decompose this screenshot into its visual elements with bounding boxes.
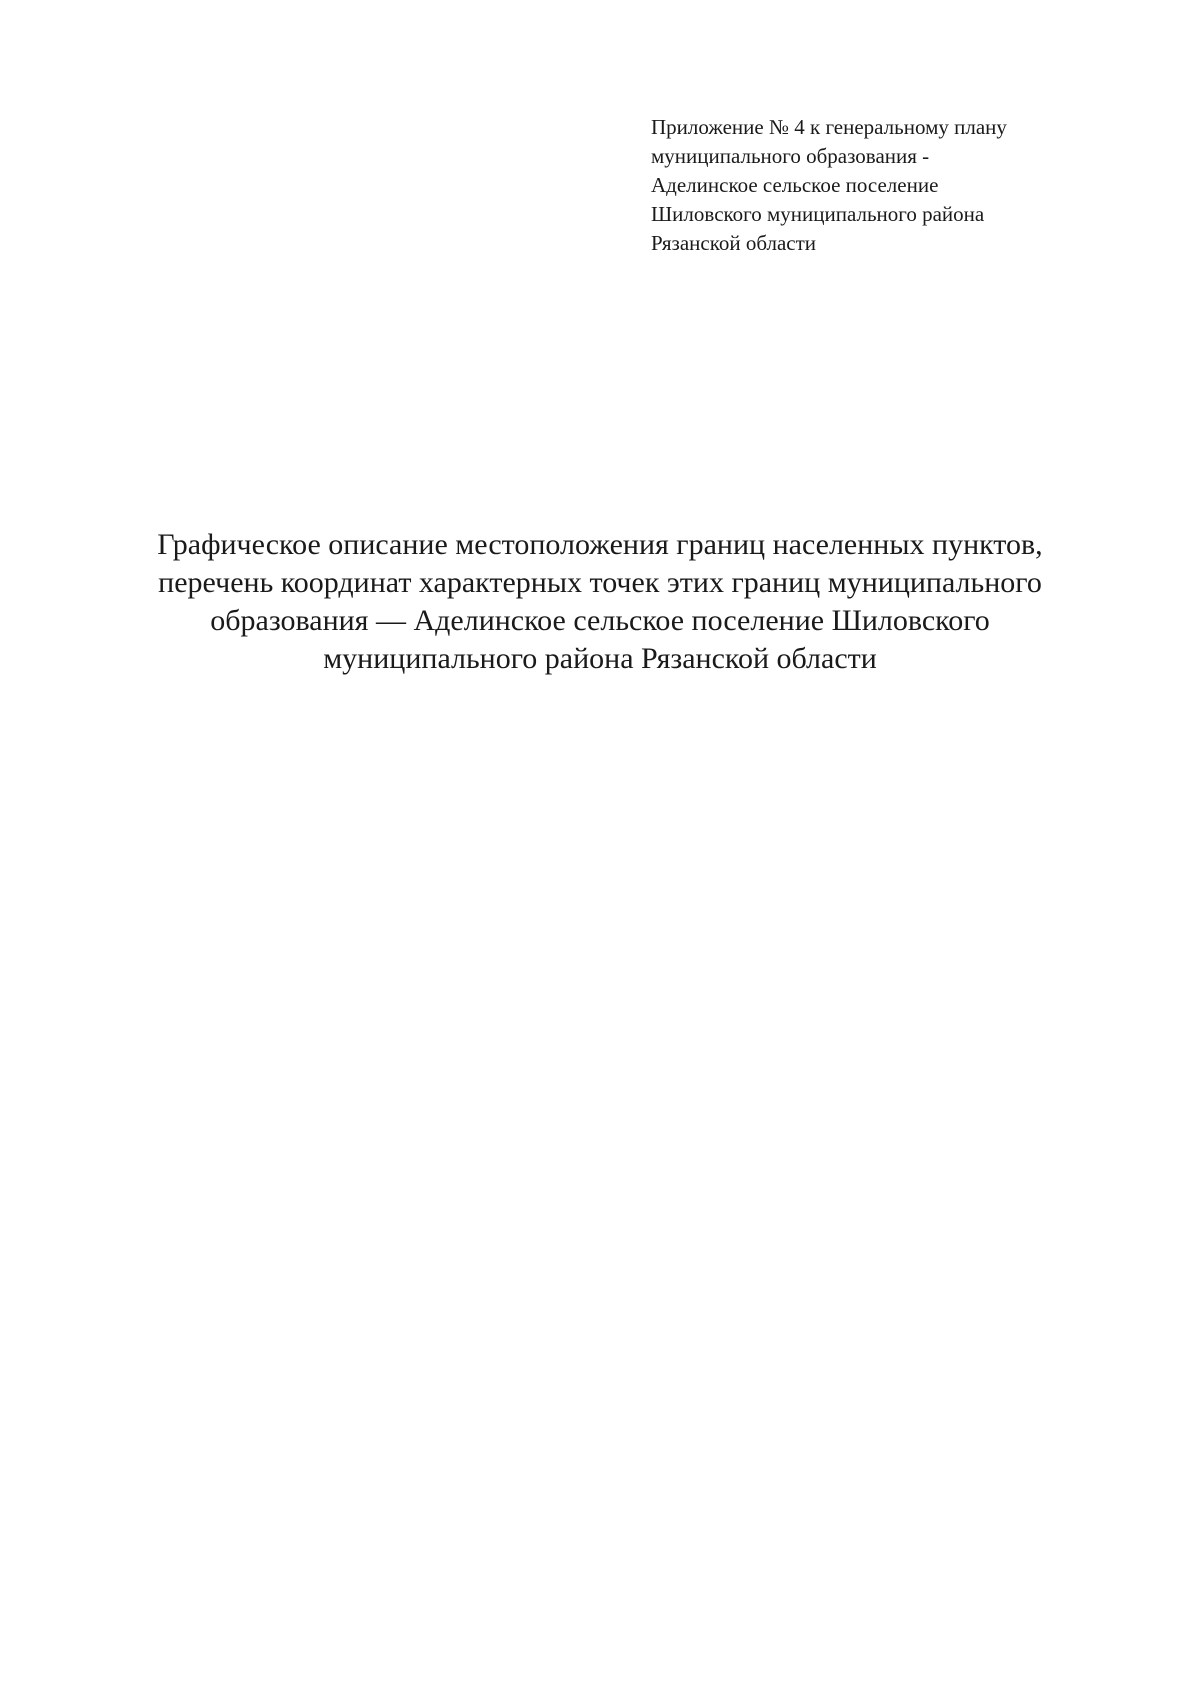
appendix-line: Шиловского муниципального района [651,202,985,226]
appendix-line: муниципального образования - [651,144,930,168]
appendix-note [651,113,1171,258]
document-title [100,526,1100,678]
title-line: перечень координат характерных точек этих границ муниципального [158,566,1042,599]
title-line: Графическое описание местоположения границ населенных пунктов, [157,528,1043,561]
title-line: образования — Аделинское сельское поселение Шиловского [210,604,990,637]
title-line: муниципального района Рязанской области [323,642,877,675]
appendix-line: Рязанской области [651,231,817,255]
appendix-line: Приложение № 4 к генеральному плану [651,115,1007,139]
appendix-line: Аделинское сельское поселение [651,173,939,197]
